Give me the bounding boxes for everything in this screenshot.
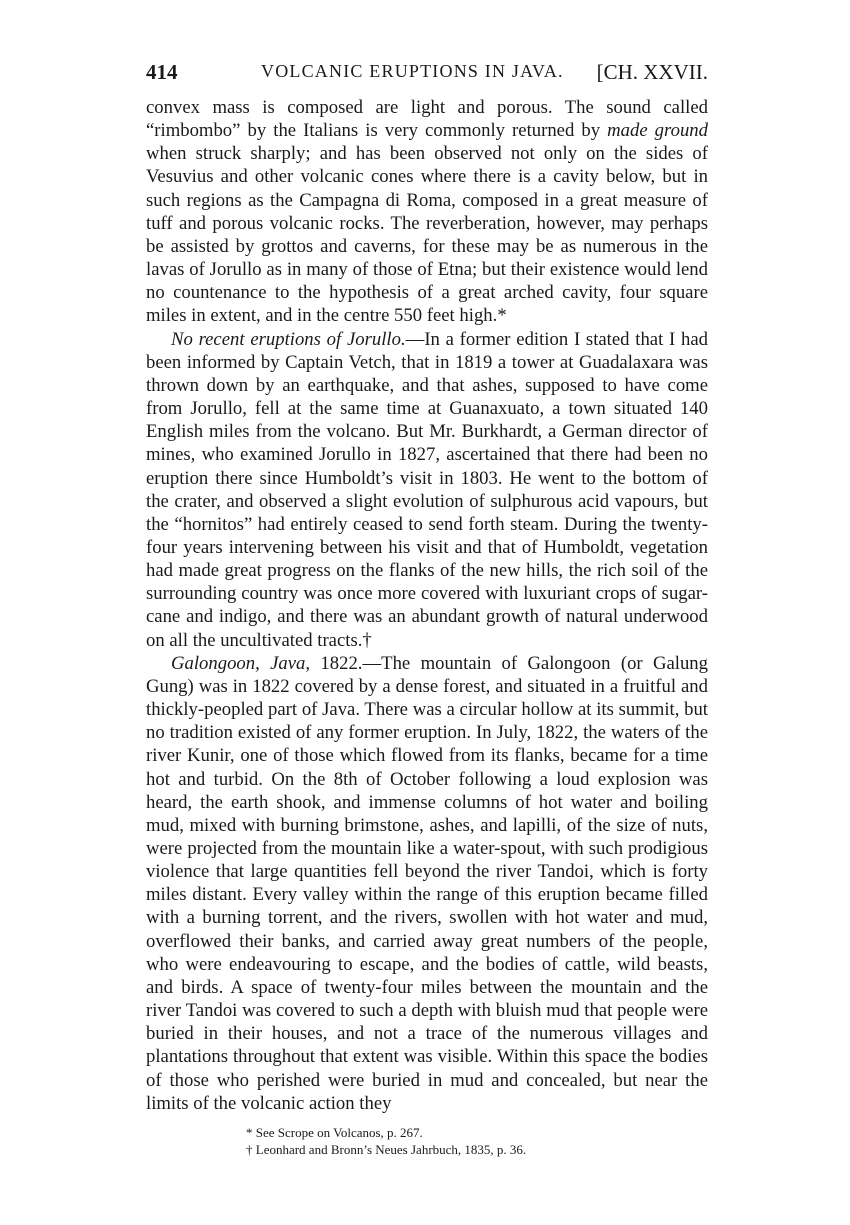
footnote: † Leonhard and Bronn’s Neues Jahrbuch, 1835, p. 36. <box>246 1142 527 1157</box>
running-header <box>146 60 708 90</box>
body-text <box>146 96 708 1115</box>
italic-text: No recent eruptions of Jorullo. <box>171 328 406 350</box>
footnotes <box>246 1124 666 1158</box>
italic-text: made ground <box>607 120 708 142</box>
text-run: 1822.—The mountain of Galongoon (or Galung Gung) was in 1822 covered by a dense forest, and situated in a fruitful and thickly-peopled part of Java. There was a circular hollow at its summit, but no tradition existed of any former eruption. In July, 1822, the waters of the river Kunir, one of those which flowed from its flanks, became for a time hot and turbid. On the 8th of October following a loud explosion was heard, the earth shook, and immense columns of hot water and boiling mud, mixed with burning brimstone, ashes, and lapilli, of the size of nuts, were projected from the mountain like a water-spout, with such prodigious violence that large quantities fell beyond the river Tandoi, which is forty miles distant. Every valley within the range of this eruption became filled with a burning torrent, and the rivers, swollen with hot water and mud, overflowed their banks, and carried away great numbers of the people, who were endeavouring to escape, and the bodies of cattle, wild beasts, and birds. A space of twenty-four miles between the mountain and the river Tandoi was covered to such a depth with bluish mud that people were buried in their houses, and not a trace of the numerous villages and plantations throughout that extent was visible. Within this space the bodies of those who perished were buried in mud and concealed, but near the limits of the volcanic action they <box>146 652 708 1114</box>
page-number: 414 <box>146 60 178 84</box>
paragraph <box>146 652 708 1115</box>
chapter-label: [CH. XXVII. <box>596 60 708 84</box>
running-title: VOLCANIC ERUPTIONS IN JAVA. <box>261 61 564 81</box>
text-run: convex mass is composed are light and porous. The sound called “rimbombo” by the Italians is very commonly returned by <box>146 97 708 142</box>
paragraph <box>146 328 708 652</box>
footnote: * See Scrope on Volcanos, p. 267. <box>246 1125 423 1140</box>
italic-text: Galongoon, Java, <box>171 652 311 674</box>
text-run: —In a former edition I stated that I had been informed by Captain Vetch, that in 1819 a tower at Guadalaxara was thrown down by an earthquake, and that ashes, supposed to have come from Jorullo, fell at the same time at Guanaxuato, a town situated 140 English miles from the volcano. But Mr. Burkhardt, a German director of mines, who examined Jorullo in 1827, ascertained that there had been no eruption there since Humboldt’s visit in 1803. He went to the bottom of the crater, and observed a slight evolution of sulphurous acid vapours, but the “hornitos” had entirely ceased to send forth steam. During the twenty-four years intervening between his visit and that of Humboldt, vegetation had made great progress on the flanks of the new hills, the rich soil of the surrounding country was once more covered with luxuriant crops of sugar-cane and indigo, and there was an abundant growth of natural underwood on all the uncultivated tracts.† <box>146 328 708 651</box>
paragraph <box>146 96 708 328</box>
text-run: when struck sharply; and has been observed not only on the sides of Vesuvius and other volcanic cones where there is a cavity below, but in such regions as the Campagna di Roma, composed in a great measure of tuff and porous volcanic rocks. The reverberation, however, may perhaps be assisted by grottos and caverns, for these may be as numerous in the lavas of Jorullo as in many of those of Etna; but their existence would lend no countenance to the hypothesis of a great arched cavity, four square miles in extent, and in the centre 550 feet high.* <box>146 143 708 327</box>
